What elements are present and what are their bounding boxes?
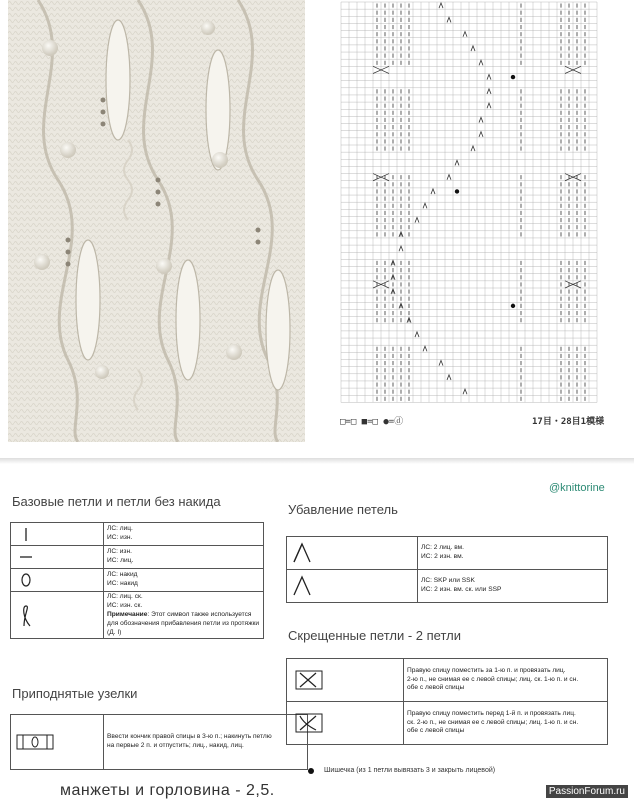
legend-line: ЛС: 2 лиц. вм. bbox=[421, 544, 465, 552]
legend-line: обе с левой спицы bbox=[407, 684, 465, 692]
chart-grid bbox=[336, 0, 606, 410]
legend-row bbox=[11, 523, 264, 546]
legend-line: ИС: изн. ск. bbox=[107, 601, 143, 609]
legend-line: ЛС: SKP или SSK bbox=[421, 577, 475, 585]
legend-line: ск. 2-ю п., не снимая ее с левой спицы; лиц. 1-ю п. и сн. bbox=[407, 718, 579, 726]
yarn-over-icon bbox=[14, 570, 94, 590]
section-title-raised: Приподнятые узелки bbox=[12, 686, 138, 701]
watermark: @knittorine bbox=[549, 482, 605, 494]
legend-line: ИС: лиц. bbox=[107, 557, 134, 564]
page-divider bbox=[0, 458, 634, 464]
legend-symbol-cell bbox=[287, 537, 418, 570]
wrap-stitch-icon bbox=[14, 727, 94, 757]
section-title-decrease: Убавление петель bbox=[288, 502, 398, 517]
legend-desc-cell bbox=[418, 537, 608, 570]
legend-row bbox=[287, 659, 608, 702]
legend-line: Правую спицу поместить перед 1-й п. и провязать лиц. bbox=[407, 709, 576, 717]
legend-desc-cell bbox=[104, 546, 264, 569]
legend-table-basic bbox=[10, 522, 264, 639]
legend-row bbox=[11, 546, 264, 569]
legend-table-raised bbox=[10, 714, 308, 770]
left-decrease-icon bbox=[290, 573, 370, 599]
legend-row bbox=[11, 569, 264, 592]
legend-line: ИС: накид bbox=[107, 580, 138, 587]
knit-stitch-icon bbox=[14, 524, 94, 544]
legend-desc-cell bbox=[104, 592, 264, 639]
legend-symbol-cell bbox=[11, 523, 104, 546]
legend-line: ЛС: накид bbox=[107, 571, 138, 579]
legend-line: ЛС: лиц. bbox=[107, 525, 133, 533]
footer-text: манжеты и горловина - 2,5. bbox=[60, 782, 275, 799]
legend-symbol-cell bbox=[11, 569, 104, 592]
legend-table-decrease bbox=[286, 536, 608, 603]
legend-symbol-cell bbox=[287, 659, 404, 702]
purl-stitch-icon bbox=[14, 547, 94, 567]
site-label: PassionForum.ru bbox=[546, 785, 628, 798]
legend-line: ЛС: лиц. ск. bbox=[107, 593, 143, 600]
left-cross-icon bbox=[290, 708, 350, 738]
bobble-icon bbox=[308, 768, 314, 774]
knitting-chart bbox=[336, 0, 606, 436]
legend-desc-cell bbox=[404, 659, 608, 702]
legend-row bbox=[11, 592, 264, 639]
note-text: : Этот символ также используется bbox=[147, 610, 252, 618]
legend-line: ИС: 2 изн. вм. bbox=[421, 553, 464, 560]
legend-row bbox=[287, 570, 608, 603]
legend-symbol-cell bbox=[287, 570, 418, 603]
legend-desc-cell bbox=[418, 570, 608, 603]
legend-line: ЛС: изн. bbox=[107, 548, 132, 556]
legend-note bbox=[107, 611, 260, 620]
legend-line: обе с левой спицы bbox=[407, 727, 465, 735]
legend-table-cross bbox=[286, 658, 608, 745]
legend-line: 2-ю п., не снимая ее с левой спицы; лиц. ск. 1-ю п. и сн. bbox=[407, 675, 579, 683]
knit-swatch-image bbox=[8, 0, 305, 442]
legend-desc-cell bbox=[104, 715, 308, 770]
legend-note-2: для обозначения прибавления петли из протяжки (Д. I) bbox=[107, 619, 260, 636]
legend-desc-cell bbox=[104, 523, 264, 546]
legend-symbol-cell bbox=[11, 592, 104, 639]
legend-desc-cell bbox=[404, 702, 608, 745]
legend-line: на первые 2 п. и отпустить; лиц., накид, лиц. bbox=[107, 742, 244, 749]
right-decrease-icon bbox=[290, 540, 370, 566]
legend-symbol-cell bbox=[11, 715, 104, 770]
right-cross-icon bbox=[290, 665, 350, 695]
legend-row bbox=[287, 702, 608, 745]
chart-legend: □=□ ■=□ ●=ⓓ bbox=[340, 417, 404, 427]
legend-row bbox=[287, 537, 608, 570]
section-title-cross: Скрещенные петли - 2 петли bbox=[288, 628, 461, 643]
bobble-note: Шишечка (из 1 петли вывязать 3 и закрыть лицевой) bbox=[324, 767, 496, 774]
legend-row bbox=[11, 715, 308, 770]
legend-desc-cell bbox=[104, 569, 264, 592]
legend-line: ИС: изн. bbox=[107, 534, 133, 541]
legend-line: Ввести кончик правой спицы в 3-ю п.; накинуть петлю bbox=[107, 733, 272, 741]
knit-swatch-photo bbox=[8, 0, 305, 442]
legend-line: ИС: 2 изн. вм. ск. или SSP bbox=[421, 586, 502, 593]
chart-caption: 17目・28目1模様 bbox=[532, 417, 605, 427]
legend-symbol-cell bbox=[11, 546, 104, 569]
twisted-stitch-icon bbox=[14, 600, 94, 630]
section-title-basic: Базовые петли и петли без накида bbox=[12, 494, 221, 509]
legend-symbol-cell bbox=[287, 702, 404, 745]
legend-line: Правую спицу поместить за 1-ю п. и провязать лиц. bbox=[407, 666, 566, 674]
note-label: Примечание bbox=[107, 610, 148, 618]
